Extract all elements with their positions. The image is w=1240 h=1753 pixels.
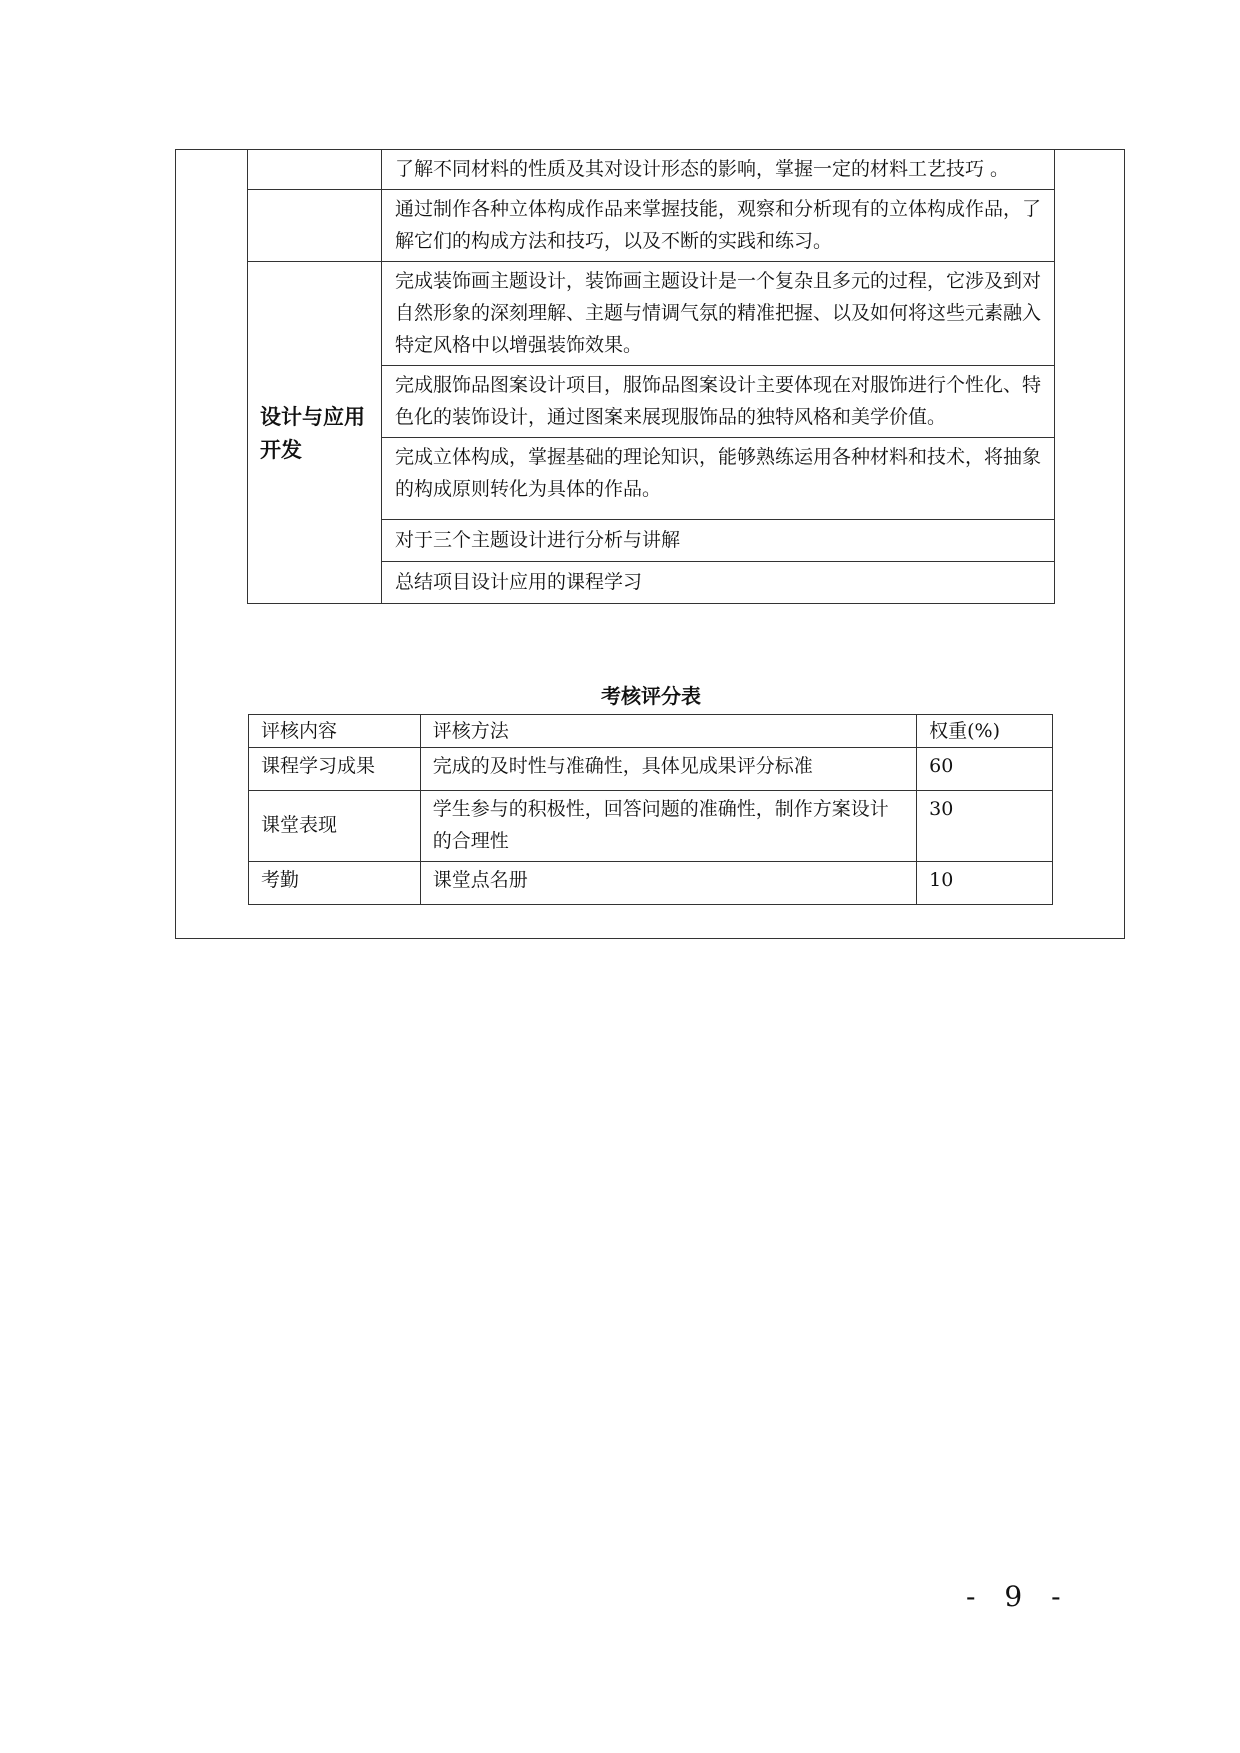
assessment-method: 学生参与的积极性，回答问题的准确性，制作方案设计的合理性 xyxy=(420,791,916,862)
header-cell-method: 评核方法 xyxy=(420,715,916,748)
assessment-content: 课堂表现 xyxy=(249,791,421,862)
item-cell: 通过制作各种立体构成作品来掌握技能，观察和分析现有的立体构成作品，了解它们的构成方法和技巧，以及不断的实践和练习。 xyxy=(382,190,1055,262)
table-row xyxy=(249,862,1053,905)
header-cell-weight: 权重(%) xyxy=(917,715,1053,748)
table-row xyxy=(249,748,1053,791)
table-row xyxy=(249,791,1053,862)
module-label: 设计与应用开发 xyxy=(248,262,382,604)
module-cell-empty xyxy=(248,190,382,262)
header-cell-content: 评核内容 xyxy=(249,715,421,748)
content-table xyxy=(247,149,1055,604)
table-row xyxy=(248,262,1055,366)
item-cell: 了解不同材料的性质及其对设计形态的影响，掌握一定的材料工艺技巧 。 xyxy=(382,150,1055,190)
item-cell: 对于三个主题设计进行分析与讲解 xyxy=(382,520,1055,562)
item-cell: 总结项目设计应用的课程学习 xyxy=(382,562,1055,604)
table-row xyxy=(248,150,1055,190)
item-cell: 完成立体构成，掌握基础的理论知识，能够熟练运用各种材料和技术，将抽象的构成原则转化为具体的作品。 xyxy=(382,438,1055,520)
assessment-content: 课程学习成果 xyxy=(249,748,421,791)
module-cell-empty xyxy=(248,150,382,190)
assessment-method: 课堂点名册 xyxy=(420,862,916,905)
page-number: - 9 - xyxy=(966,1580,1071,1613)
assessment-content: 考勤 xyxy=(249,862,421,905)
assessment-weight: 10 xyxy=(917,862,1053,905)
table-row xyxy=(248,190,1055,262)
assessment-weight: 30 xyxy=(917,791,1053,862)
assessment-weight: 60 xyxy=(917,748,1053,791)
assessment-method: 完成的及时性与准确性，具体见成果评分标准 xyxy=(420,748,916,791)
item-cell: 完成服饰品图案设计项目，服饰品图案设计主要体现在对服饰进行个性化、特色化的装饰设计，通过图案来展现服饰品的独特风格和美学价值。 xyxy=(382,366,1055,438)
assessment-title: 考核评分表 xyxy=(601,684,701,708)
item-cell: 完成装饰画主题设计，装饰画主题设计是一个复杂且多元的过程，它涉及到对自然形象的深刻理解、主题与情调气氛的精准把握、以及如何将这些元素融入特定风格中以增强装饰效果。 xyxy=(382,262,1055,366)
assessment-table xyxy=(248,714,1053,905)
table-header-row xyxy=(249,715,1053,748)
